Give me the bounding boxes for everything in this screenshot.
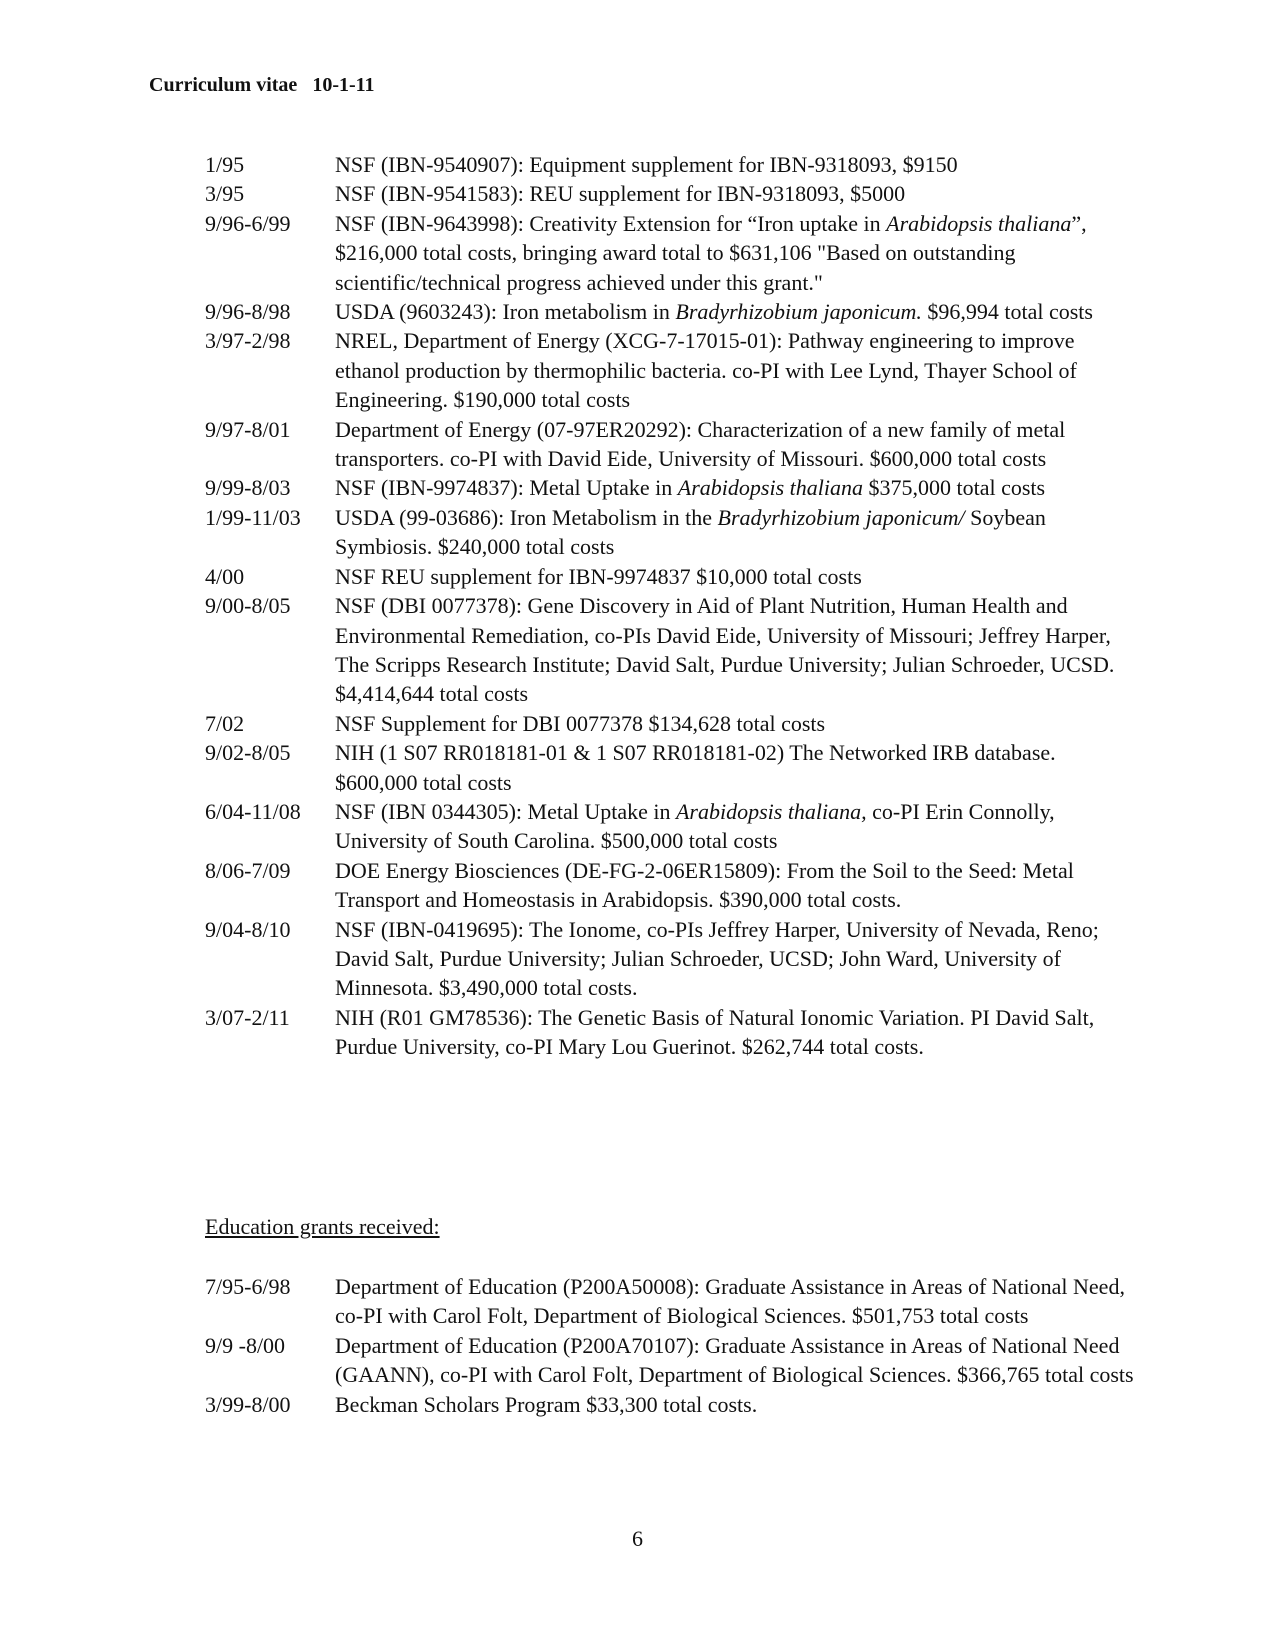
grant-text: NSF (IBN-0419695): The Ionome, co-PIs Jeffrey Harper, University of Nevada, Reno; David Salt, Purdue University; Julian Schroeder, UCSD; John Ward, University of Minnesota. $3,490,000 total costs.: [335, 916, 1099, 1001]
grant-description: [335, 1390, 1135, 1419]
grant-entry: [205, 503, 1135, 562]
grant-entry: [205, 209, 1135, 297]
grant-date: 4/00: [205, 563, 245, 589]
education-grants-heading: Education grants received:: [205, 1214, 440, 1239]
grant-description: [335, 591, 1135, 709]
grant-text: NSF REU supplement for IBN-9974837 $10,000 total costs: [335, 563, 862, 589]
grant-text: NIH (R01 GM78536): The Genetic Basis of Natural Ionomic Variation. PI David Salt, Purdue University, co-PI Mary Lou Guerinot. $262,744 total costs.: [335, 1004, 1095, 1060]
grant-text: NIH (1 S07 RR018181-01 & 1 S07 RR018181-02) The Networked IRB database. $600,000 total costs: [335, 740, 1056, 795]
grant-date: 9/96-6/99: [205, 210, 291, 236]
education-grants-list: [205, 1272, 1135, 1419]
grant-entry: [205, 591, 1135, 709]
grant-description: [335, 326, 1135, 414]
grant-date: 7/95-6/98: [205, 1274, 291, 1299]
grant-description: [335, 562, 1135, 591]
grant-description: [335, 856, 1135, 915]
grant-text: NREL, Department of Energy (XCG-7-17015-01): Pathway engineering to improve ethanol production by thermophilic bacteria. co-PI with Lee Lynd, Thayer School of Engineering. $190,000 total costs: [335, 328, 1077, 413]
grant-description: [335, 915, 1135, 1003]
grant-text: Department of Education (P200A50008): Graduate Assistance in Areas of National Need, co-PI with Carol Folt, Department of Biological Sciences. $501,753 total costs: [335, 1274, 1125, 1329]
grant-entry: [205, 415, 1135, 474]
grant-date: 9/02-8/05: [205, 740, 291, 766]
species-name: Arabidopsis thaliana: [886, 210, 1072, 236]
grant-date: 9/97-8/01: [205, 416, 291, 442]
grant-description: [335, 150, 1135, 179]
grant-text: NSF (IBN-9541583): REU supplement for IBN-9318093, $5000: [335, 181, 906, 207]
grant-date: 6/04-11/08: [205, 798, 301, 824]
grant-date: 7/02: [205, 710, 245, 736]
grant-text: NSF (IBN-9974837): Metal Uptake in: [335, 475, 678, 501]
grant-entry: [205, 738, 1135, 797]
grant-date: 8/06-7/09: [205, 857, 291, 883]
grant-description: [335, 415, 1135, 474]
grant-entry: [205, 1331, 1135, 1390]
grant-text: USDA (99-03686): Iron Metabolism in the: [335, 504, 718, 530]
species-name: Bradyrhizobium japonicum.: [675, 299, 922, 325]
grant-text: NSF (IBN-9540907): Equipment supplement for IBN-9318093, $9150: [335, 152, 958, 177]
grant-date: 9/99-8/03: [205, 475, 291, 501]
grant-text: Beckman Scholars Program $33,300 total costs.: [335, 1391, 758, 1417]
grant-description: [335, 1003, 1135, 1062]
grant-entry: [205, 179, 1135, 208]
grant-text: co-PI Erin Connolly, University of South Carolina. $500,000 total costs: [335, 798, 1055, 854]
grant-entry: [205, 1003, 1135, 1062]
grant-text: NSF (DBI 0077378): Gene Discovery in Aid of Plant Nutrition, Human Health and Environmental Remediation, co-PIs David Eide, University of Missouri; Jeffrey Harper, The Scripps Research Institute; David Salt, Purdue University; Julian Schroeder, UCSD. $4,414,644 total costs: [335, 593, 1115, 707]
grant-date: 3/99-8/00: [205, 1391, 291, 1417]
grant-description: [335, 297, 1135, 326]
grant-text: Department of Education (P200A70107): Graduate Assistance in Areas of National Need (GAANN), co-PI with Carol Folt, Department of Biological Sciences. $366,765 total costs: [335, 1332, 1134, 1388]
species-name: Arabidopsis thaliana: [677, 475, 863, 501]
grant-entry: [205, 709, 1135, 738]
grant-description: [335, 179, 1135, 208]
grant-text: $96,994 total costs: [921, 299, 1093, 325]
header-date: 10-1-11: [312, 74, 375, 96]
grant-entry: [205, 1272, 1135, 1331]
grant-date: 1/99-11/03: [205, 504, 301, 530]
grant-entry: [205, 297, 1135, 326]
grant-text: USDA (9603243): Iron metabolism in: [335, 299, 676, 325]
grant-entry: [205, 797, 1135, 856]
grant-text: Department of Energy (07-97ER20292): Characterization of a new family of metal transporters. co-PI with David Eide, University of Missouri. $600,000 total costs: [335, 416, 1066, 472]
grant-text: Soybean Symbiosis. $240,000 total costs: [335, 504, 1046, 560]
grant-description: [335, 209, 1135, 297]
page-number: 6: [632, 1526, 643, 1551]
grant-date: 1/95: [205, 152, 245, 177]
grant-entry: [205, 473, 1135, 502]
grant-description: [335, 1331, 1135, 1390]
grant-description: [335, 1272, 1135, 1331]
grants-list: [205, 150, 1135, 1062]
grant-description: [335, 709, 1135, 738]
grant-date: 9/04-8/10: [205, 916, 291, 942]
grant-date: 3/97-2/98: [205, 328, 291, 354]
header-title: Curriculum vitae: [149, 74, 298, 96]
grant-date: 9/96-8/98: [205, 299, 291, 325]
grant-entry: [205, 915, 1135, 1003]
grant-text: NSF Supplement for DBI 0077378 $134,628 total costs: [335, 710, 826, 736]
grant-date: 3/95: [205, 181, 245, 207]
grant-description: [335, 473, 1135, 502]
grant-text: $375,000 total costs: [862, 475, 1046, 501]
grant-text: DOE Energy Biosciences (DE-FG-2-06ER15809): From the Soil to the Seed: Metal Transport and Homeostasis in Arabidopsis. $390,000 total costs.: [335, 857, 1074, 913]
grant-description: [335, 738, 1135, 797]
species-name: Arabidopsis thaliana,: [675, 798, 867, 824]
grant-date: 9/9 -8/00: [205, 1332, 286, 1358]
grant-text: NSF (IBN 0344305): Metal Uptake in: [335, 798, 676, 824]
grant-entry: [205, 150, 1135, 179]
grant-date: 9/00-8/05: [205, 593, 291, 619]
grant-text: NSF (IBN-9643998): Creativity Extension for “Iron uptake in: [335, 210, 887, 236]
species-name: Bradyrhizobium japonicum/: [717, 504, 965, 530]
document-header: [149, 74, 375, 97]
grant-entry: [205, 856, 1135, 915]
grant-description: [335, 797, 1135, 856]
grant-entry: [205, 326, 1135, 414]
grant-entry: [205, 1390, 1135, 1419]
grant-entry: [205, 562, 1135, 591]
grant-text: ”, $216,000 total costs, bringing award total to $631,106 "Based on outstanding scientific/technical progress achieved under this grant.": [335, 210, 1087, 295]
grant-date: 3/07-2/11: [205, 1004, 290, 1030]
grant-description: [335, 503, 1135, 562]
